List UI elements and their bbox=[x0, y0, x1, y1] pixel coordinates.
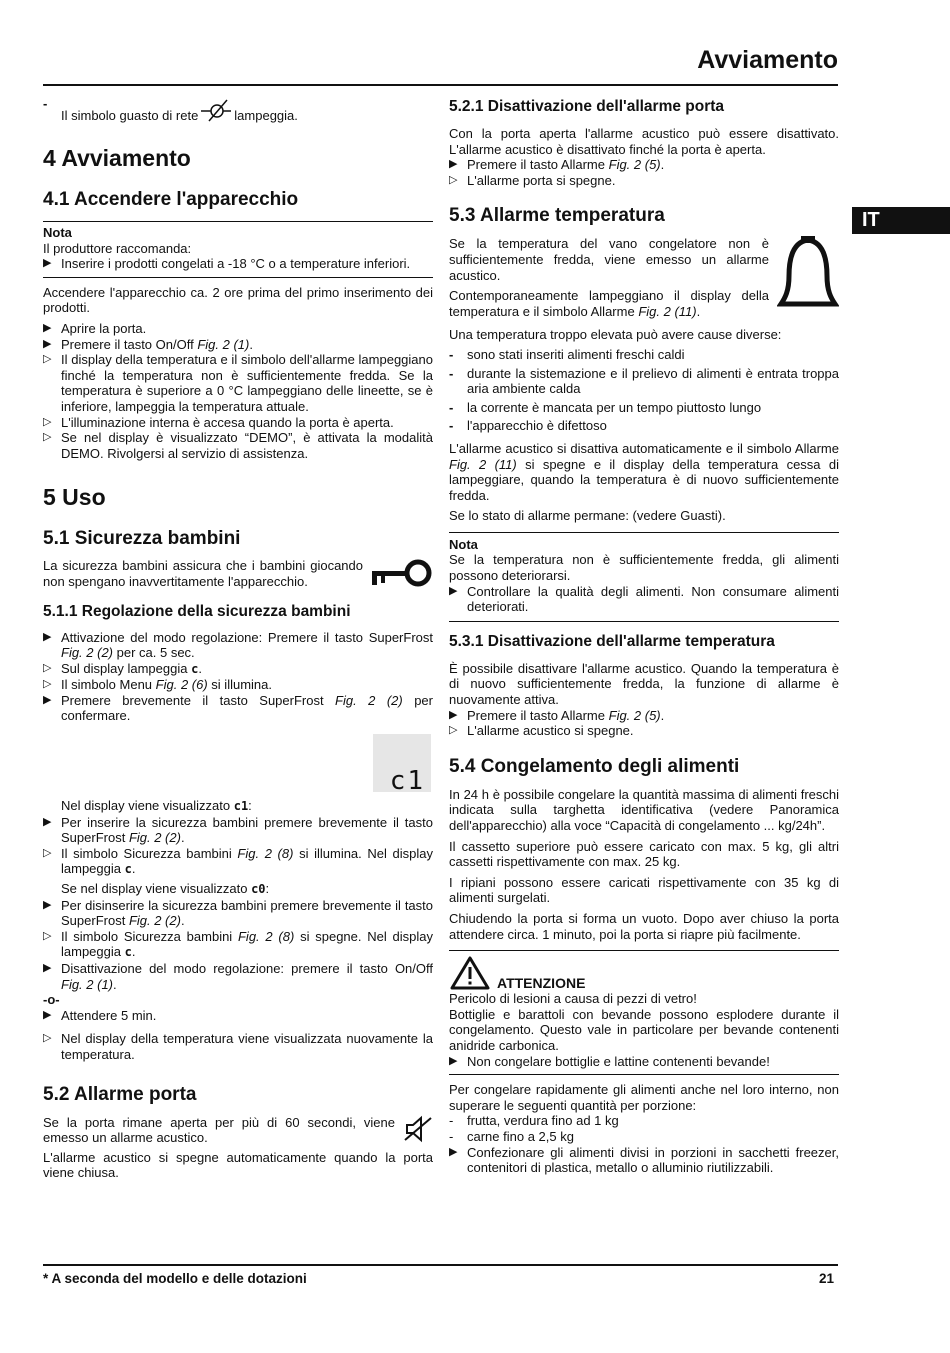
step-item bbox=[43, 321, 433, 337]
result-text bbox=[61, 661, 433, 678]
step-text-tail: . bbox=[113, 976, 117, 992]
steps-5-1-1-c bbox=[43, 898, 433, 993]
step-item bbox=[43, 1008, 433, 1024]
result-text bbox=[61, 677, 433, 693]
list-item bbox=[449, 347, 839, 363]
list-item bbox=[449, 400, 839, 416]
action-arrow-icon: ▶ bbox=[43, 630, 52, 643]
result-arrow-icon: ▷ bbox=[43, 1032, 52, 1045]
step-item bbox=[449, 708, 839, 724]
result-text-main: Il simbolo Sicurezza bambini bbox=[61, 928, 233, 944]
step-text-tail: . bbox=[660, 707, 665, 723]
result-arrow-icon: ▷ bbox=[43, 846, 52, 859]
step-item bbox=[43, 898, 433, 929]
step-text bbox=[61, 815, 433, 846]
action-arrow-icon: ▶ bbox=[449, 158, 458, 171]
action-arrow-icon: ▶ bbox=[449, 584, 458, 597]
step-text-main: Per inserire la sicurezza bambini premere brevemente il tasto SuperFrost bbox=[61, 814, 433, 846]
page-header-title: Avviamento bbox=[697, 46, 838, 74]
result-text-tail: si spegne. Nel display lampeggia bbox=[61, 928, 434, 960]
result-text-end: . bbox=[131, 861, 136, 877]
paragraph-5-2-1: Con la porta aperta l'allarme acustico può essere disattivato. L'allarme acustico è disattivato finché la porta è aperta. bbox=[449, 126, 839, 157]
note-text: Se la temperatura non è sufficientemente fredda, gli alimenti possono deteriorarsi. bbox=[449, 552, 839, 584]
display-readout: c1 bbox=[389, 766, 425, 797]
display-segment-text: c0 bbox=[251, 882, 266, 897]
result-text-main: Il simbolo Sicurezza bambini bbox=[61, 845, 232, 861]
result-arrow-icon: ▷ bbox=[43, 678, 52, 691]
list-item bbox=[449, 366, 839, 397]
result-text: Se nel display è visualizzato “DEMO”, è attivata la modalità DEMO. Rivolgersi al servizio di assistenza. bbox=[61, 430, 433, 461]
step-text: Aprire la porta. bbox=[61, 320, 147, 336]
paragraph-5-1: La sicurezza bambini assicura che i bambini giocando non spengano inavvertitamente l'apparecchio. bbox=[43, 558, 363, 589]
footer-rule bbox=[43, 1264, 838, 1266]
figure-reference: Fig. 2 (2) bbox=[128, 913, 181, 929]
list-item bbox=[449, 1113, 839, 1129]
paragraph-5-2-b: L'allarme acustico si spegne automaticamente quando la porta viene chiusa. bbox=[43, 1149, 433, 1181]
display-segment-text: c bbox=[124, 945, 132, 960]
note-box-1 bbox=[43, 221, 433, 272]
result-item bbox=[449, 173, 839, 189]
action-arrow-icon: ▶ bbox=[449, 1145, 458, 1158]
list-item bbox=[449, 1129, 839, 1145]
step-text-tail: . bbox=[249, 336, 253, 352]
step-text-tail: . bbox=[660, 157, 665, 173]
display-segment-text: c bbox=[191, 661, 199, 676]
intro-text-a: Il simbolo guasto di rete bbox=[61, 108, 199, 124]
heading-4: 4 Avviamento bbox=[43, 145, 191, 171]
step-text bbox=[61, 693, 433, 724]
note-title: Nota bbox=[43, 225, 72, 240]
result-arrow-icon: ▷ bbox=[449, 724, 458, 737]
display-segment-text: c1 bbox=[233, 799, 249, 814]
heading-5-4: 5.4 Congelamento degli alimenti bbox=[449, 755, 740, 777]
figure-reference: Fig. 2 (11) bbox=[638, 303, 697, 319]
figure-reference: Fig. 2 (8) bbox=[237, 928, 295, 944]
paragraph-5-3-d-text: L'allarme acustico si disattiva automaticamente e il simbolo Allarme bbox=[449, 440, 839, 456]
display-illustration bbox=[43, 734, 433, 797]
step-item bbox=[43, 337, 433, 353]
steps-5-2-1 bbox=[449, 157, 839, 188]
section-5-2-body bbox=[43, 1115, 433, 1181]
list-item-text: durante la sistemazione e il prelievo di alimenti è entrata troppa aria ambiente calda bbox=[467, 365, 839, 397]
result-item bbox=[43, 1031, 433, 1062]
wait-symbol: -o- bbox=[43, 992, 60, 1008]
result-arrow-icon: ▷ bbox=[43, 415, 52, 428]
action-arrow-icon: ▶ bbox=[43, 693, 52, 706]
language-tab: IT bbox=[852, 207, 950, 234]
step-text bbox=[467, 708, 839, 724]
alarm-bell-icon bbox=[777, 236, 839, 316]
step-text: Attendere 5 min. bbox=[61, 1007, 157, 1023]
figure-reference: Fig. 2 (5) bbox=[608, 157, 661, 173]
note-title: Nota bbox=[449, 536, 478, 552]
heading-5-1: 5.1 Sicurezza bambini bbox=[43, 528, 241, 550]
result-text: L'allarme acustico si spegne. bbox=[467, 723, 634, 739]
warning-item-text: Non congelare bottiglie e lattine contenenti bevande! bbox=[467, 1053, 770, 1069]
list-item-text: la corrente è mancata per un tempo piuttosto lungo bbox=[467, 399, 762, 415]
note-item-text: Inserire i prodotti congelati a -18 °C o a temperature inferiori. bbox=[61, 256, 411, 272]
step-text-main: Premere brevemente il tasto SuperFrost bbox=[61, 692, 324, 708]
heading-5-2-1: 5.2.1 Disattivazione dell'allarme porta bbox=[449, 98, 725, 115]
step-text-tail: per confermare. bbox=[61, 692, 433, 724]
result-text bbox=[61, 846, 433, 878]
step-text bbox=[467, 157, 839, 173]
paragraph-5-3-d-tail: si spegne e il display della temperatura cessa di lampeggiare, quando la temperatura è di nuovo sufficientemente fredda. bbox=[449, 456, 839, 503]
paragraph-5-4-d: Chiudendo la porta si forma un vuoto. Dopo aver chiuso la porta attendere circa. 1 minuto, poi la porta si riapre più facilmente. bbox=[449, 910, 839, 942]
result-item bbox=[43, 415, 433, 431]
list-item-text: carne fino a 2,5 kg bbox=[467, 1128, 574, 1144]
list-item bbox=[449, 418, 839, 434]
paragraph-5-4-c: I ripiani possono essere caricati rispettivamente con 35 kg di alimenti surgelati. bbox=[449, 874, 839, 906]
step-text-main: Disattivazione del modo regolazione: premere il tasto On/Off bbox=[61, 961, 433, 976]
heading-5-1-1: 5.1.1 Regolazione della sicurezza bambini bbox=[43, 602, 351, 620]
action-arrow-icon: ▶ bbox=[43, 321, 52, 334]
result-text-tail: si illumina. Nel display lampeggia bbox=[61, 845, 433, 877]
result-text-main: Sul display lampeggia bbox=[61, 660, 188, 676]
note-item bbox=[43, 256, 433, 272]
list-item-text: frutta, verdura fino ad 1 kg bbox=[467, 1113, 619, 1129]
figure-reference: Fig. 2 (8) bbox=[237, 845, 294, 861]
result-item bbox=[43, 677, 433, 693]
intro-text-b: lampeggia. bbox=[234, 108, 298, 124]
figure-reference: Fig. 2 (2) bbox=[128, 830, 181, 846]
result-text-tail: si illumina. bbox=[207, 677, 272, 693]
action-arrow-icon: ▶ bbox=[43, 815, 52, 828]
action-arrow-icon: ▶ bbox=[43, 257, 52, 270]
paragraph-5-3-1: È possibile disattivare l'allarme acustico. Quando la temperatura è di nuovo sufficientemente fredda, la funzione di allarme è nuovamente attiva. bbox=[449, 660, 839, 708]
dash-bullet: - bbox=[449, 418, 454, 434]
figure-reference: Fig. 2 (5) bbox=[608, 707, 661, 723]
display-panel bbox=[373, 734, 431, 797]
header-rule bbox=[43, 84, 838, 86]
result-text: Nel display della temperatura viene visualizzata nuovamente la temperatura. bbox=[61, 1031, 433, 1062]
causes-list bbox=[449, 347, 839, 434]
step-text-tail: . bbox=[180, 913, 185, 929]
result-arrow-icon: ▷ bbox=[43, 431, 52, 444]
paragraph-5-4-b: Il cassetto superiore può essere caricato con max. 5 kg, gli altri cassetti rispettivamente con max. 25 kg. bbox=[449, 838, 839, 870]
result-item bbox=[43, 430, 433, 461]
result-arrow-icon: ▷ bbox=[43, 661, 52, 674]
steps-5-3-1 bbox=[449, 708, 839, 739]
step-text-main: Premere il tasto Allarme bbox=[467, 157, 605, 173]
step-text-main: Attivazione del modo regolazione: Premere il tasto SuperFrost bbox=[61, 629, 433, 645]
steps-5-1-1-a bbox=[43, 630, 433, 725]
paragraph-5-3-b-text: Contemporaneamente lampeggiano il display della temperatura e il simbolo Allarme bbox=[449, 288, 769, 319]
list-item-text: sono stati inseriti alimenti freschi caldi bbox=[467, 346, 685, 362]
note-text: Il produttore raccomanda: bbox=[43, 240, 192, 256]
steps-4-1 bbox=[43, 321, 433, 461]
result-text bbox=[61, 929, 433, 961]
heading-5-3: 5.3 Allarme temperatura bbox=[449, 205, 665, 227]
result-item bbox=[43, 661, 433, 678]
paragraph-5-4-a: In 24 h è possibile congelare la quantità massima di alimenti freschi indicata sulla targhetta identificativa (vedere Panoramica dell'apparecchio) alla voce “Capacità di congelamento ... kg/24h”. bbox=[449, 786, 839, 833]
dash-bullet: - bbox=[449, 365, 454, 381]
warning-triangle-icon bbox=[449, 955, 491, 991]
dash-bullet: - bbox=[449, 346, 454, 362]
step-text bbox=[61, 337, 433, 353]
power-fault-icon bbox=[199, 98, 233, 124]
step-item bbox=[43, 815, 433, 846]
step-item bbox=[449, 157, 839, 173]
step-item bbox=[43, 693, 433, 724]
display-c1-text: Nel display viene visualizzato bbox=[61, 798, 231, 814]
portions-list bbox=[449, 1113, 839, 1175]
left-column bbox=[43, 96, 433, 1181]
paragraph-accendere: Accendere l'apparecchio ca. 2 ore prima del primo inserimento dei prodotti. bbox=[43, 284, 433, 316]
dash-bullet: - bbox=[449, 1128, 454, 1144]
result-text-tail: . bbox=[198, 660, 202, 676]
result-item bbox=[43, 929, 433, 961]
warning-box bbox=[449, 950, 839, 1075]
paragraph-5-3-e: Se lo stato di allarme permane: (vedere Guasti). bbox=[449, 508, 726, 524]
result-text-end: . bbox=[131, 944, 136, 960]
figure-reference: Fig. 2 (6) bbox=[155, 677, 208, 693]
step-text-main: Per disinserire la sicurezza bambini premere brevemente il tasto SuperFrost bbox=[61, 897, 433, 929]
figure-reference: Fig. 2 (2) bbox=[61, 645, 114, 661]
intro-line bbox=[43, 96, 433, 124]
step-text bbox=[61, 630, 433, 661]
heading-5-3-1: 5.3.1 Disattivazione dell'allarme temperatura bbox=[449, 632, 775, 650]
step-item bbox=[43, 630, 433, 661]
alarm-off-speaker-icon bbox=[403, 1115, 433, 1143]
result-arrow-icon: ▷ bbox=[43, 353, 52, 366]
display-c0-text: Se nel display viene visualizzato bbox=[61, 881, 248, 897]
action-arrow-icon: ▶ bbox=[43, 337, 52, 350]
result-arrow-icon: ▷ bbox=[43, 929, 52, 942]
paragraph-5-3-c: Una temperatura troppo elevata può avere cause diverse: bbox=[449, 327, 782, 343]
step-text-tail: . bbox=[180, 830, 185, 846]
section-5-3-body bbox=[449, 236, 839, 319]
dash: - bbox=[43, 96, 48, 111]
action-arrow-icon: ▶ bbox=[449, 1054, 458, 1067]
paragraph-5-2-a: Se la porta rimane aperta per più di 60 secondi, viene emesso un allarme acustico. bbox=[43, 1114, 395, 1146]
warning-title: ATTENZIONE bbox=[497, 974, 586, 991]
paragraph-5-3-d bbox=[449, 441, 839, 503]
heading-5-2: 5.2 Allarme porta bbox=[43, 1083, 197, 1105]
paragraph-5-3-a: Se la temperatura del vano congelatore non è sufficientemente fredda, viene emesso un allarme acustico. bbox=[449, 236, 769, 283]
action-arrow-icon: ▶ bbox=[43, 962, 52, 974]
list-item-text: l'apparecchio è difettoso bbox=[467, 418, 607, 434]
note-box-2 bbox=[449, 532, 839, 622]
action-arrow-icon: ▶ bbox=[449, 708, 458, 721]
figure-reference: Fig. 2 (1) bbox=[197, 336, 250, 352]
result-text: Il display della temperatura e il simbolo dell'allarme lampeggiano finché la temperatura non è sufficientemente fredda. Se la temperatura è superiore a 0 °C lampeggiano delle lineette, se è inferiore, lampeggia la temperatura attuale. bbox=[61, 352, 433, 414]
display-c0-line: Se nel display viene visualizzato c0: bbox=[61, 881, 270, 897]
step-text-tail: per ca. 5 sec. bbox=[113, 645, 195, 661]
action-arrow-icon: ▶ bbox=[43, 898, 52, 911]
figure-reference: Fig. 2 (2) bbox=[335, 692, 403, 708]
display-c1-line: Nel display viene visualizzato c1: bbox=[61, 798, 252, 814]
warning-header bbox=[449, 955, 839, 991]
heading-4-1: 4.1 Accendere l'apparecchio bbox=[43, 189, 299, 210]
section-5-1-body bbox=[43, 558, 433, 589]
step-text-main: Premere il tasto On/Off bbox=[61, 336, 194, 352]
right-column bbox=[449, 96, 839, 1176]
warning-line-2: Bottiglie e barattoli con bevande possono esplodere durante il congelamento. Questo vale in particolare per bevande contenenti anidride carbonica. bbox=[449, 1006, 839, 1053]
steps-5-1-1-d bbox=[43, 1008, 433, 1063]
step-text: Confezionare gli alimenti divisi in porzioni in sacchetti freezer, contenitori di plastica, metallo o alluminio riutilizzabili. bbox=[467, 1144, 839, 1176]
warning-line-1: Pericolo di lesioni a causa di pezzi di vetro! bbox=[449, 991, 697, 1007]
footer-note: * A seconda del modello e delle dotazioni bbox=[43, 1271, 307, 1286]
step-text bbox=[61, 898, 433, 929]
heading-5: 5 Uso bbox=[43, 484, 106, 511]
note-item-text: Controllare la qualità degli alimenti. Non consumare alimenti deteriorati. bbox=[467, 583, 839, 615]
result-text: L'illuminazione interna è accesa quando la porta è aperta. bbox=[61, 414, 394, 430]
steps-5-1-1-b bbox=[43, 815, 433, 878]
paragraph-5-3-b: Contemporaneamente lampeggiano il display della temperatura e il simbolo Allarme Fig. 2 (11). bbox=[449, 288, 769, 319]
dash-bullet: - bbox=[449, 399, 454, 415]
step-text bbox=[61, 961, 433, 992]
note-item bbox=[449, 584, 839, 615]
result-item bbox=[43, 352, 433, 414]
result-item bbox=[43, 846, 433, 878]
paragraph-accendere-wrap bbox=[43, 277, 433, 316]
page-number: 21 bbox=[819, 1271, 835, 1286]
result-text-main: Il simbolo Menu bbox=[61, 677, 153, 693]
step-item bbox=[449, 1145, 839, 1176]
result-arrow-icon: ▷ bbox=[449, 173, 458, 186]
warning-item bbox=[449, 1054, 839, 1070]
result-item bbox=[449, 723, 839, 739]
child-lock-key-icon bbox=[371, 558, 433, 588]
dash-bullet: - bbox=[449, 1113, 454, 1129]
step-text-main: Premere il tasto Allarme bbox=[467, 707, 605, 723]
step-item bbox=[43, 961, 433, 992]
paragraph-5-4-e: Per congelare rapidamente gli alimenti anche nel loro interno, non superare le seguenti quantità per porzione: bbox=[449, 1082, 839, 1113]
figure-reference: Fig. 2 (1) bbox=[61, 976, 114, 992]
display-segment-text: c bbox=[124, 862, 132, 877]
figure-reference: Fig. 2 (11) bbox=[449, 456, 517, 472]
action-arrow-icon: ▶ bbox=[43, 1008, 52, 1021]
result-text: L'allarme porta si spegne. bbox=[467, 172, 616, 188]
